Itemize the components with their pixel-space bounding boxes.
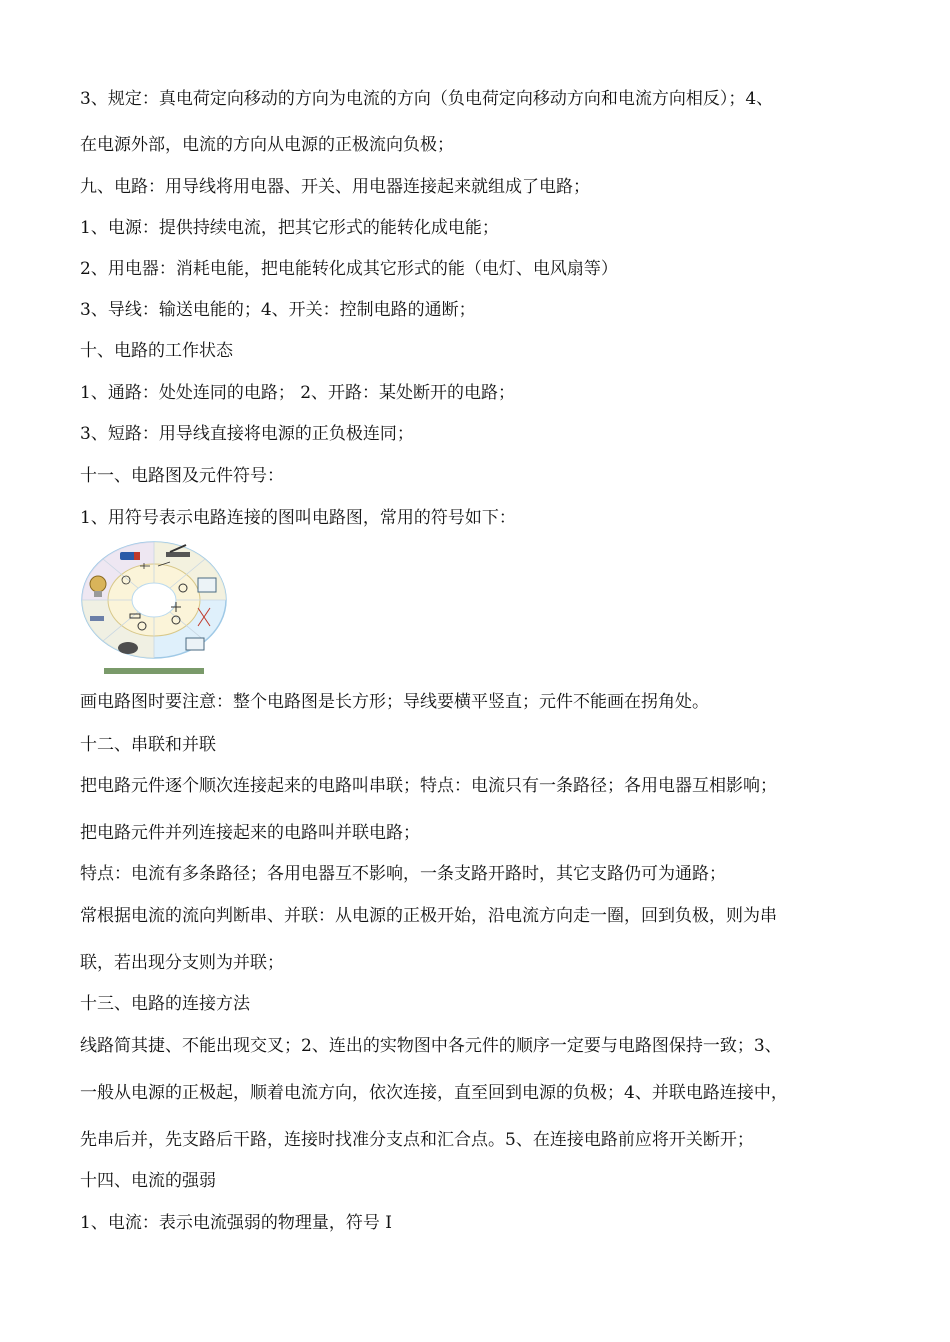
text-line-21: 一般从电源的正极起，顺着电流方向，依次连接，直至回到电源的负极；4、并联电路连接中， bbox=[80, 1083, 788, 1103]
section-heading-9: 九、电路：用导线将用电器、开关、用电器连接起来就组成了电路； bbox=[80, 177, 590, 197]
text-line-18: 联，若出现分支则为并联； bbox=[80, 953, 284, 973]
text-line-16: 特点：电流有多条路径；各用电器互不影响，一条支路开路时，其它支路仍可为通路； bbox=[80, 864, 726, 884]
text-line-12: 画电路图时要注意：整个电路图是长方形；导线要横平竖直；元件不能画在拐角处。 bbox=[80, 692, 709, 712]
text-line-22: 先串后并，先支路后干路，连接时找准分支点和汇合点。5、在连接电路前应将开关断开； bbox=[80, 1130, 754, 1150]
section-heading-12: 十二、串联和并联 bbox=[80, 735, 216, 755]
text-line-8: 1、通路：处处连同的电路； 2、开路：某处断开的电路； bbox=[80, 383, 516, 403]
section-heading-13: 十三、电路的连接方法 bbox=[80, 994, 250, 1014]
text-line-20: 线路简其捷、不能出现交叉；2、连出的实物图中各元件的顺序一定要与电路图保持一致；3、 bbox=[80, 1036, 782, 1056]
text-line-15: 把电路元件并列连接起来的电路叫并联电路； bbox=[80, 823, 420, 843]
text-line-1: 3、规定：真电荷定向移动的方向为电流的方向（负电荷定向移动方向和电流方向相反）；4、 bbox=[80, 89, 774, 109]
section-heading-10: 十、电路的工作状态 bbox=[80, 341, 233, 361]
text-line-14: 把电路元件逐个顺次连接起来的电路叫串联；特点：电流只有一条路径；各用电器互相影响； bbox=[80, 776, 777, 796]
section-heading-14: 十四、电流的强弱 bbox=[80, 1171, 216, 1191]
text-line-4: 1、电源：提供持续电流，把其它形式的能转化成电能； bbox=[80, 218, 499, 238]
battery-icon bbox=[120, 552, 140, 560]
text-line-9: 3、短路：用导线直接将电源的正负极连同； bbox=[80, 424, 414, 444]
text-line-6: 3、导线：输送电能的；4、开关：控制电路的通断； bbox=[80, 300, 476, 320]
text-line-24: 1、电流：表示电流强弱的物理量，符号 I bbox=[80, 1213, 392, 1233]
text-line-11: 1、用符号表示电路连接的图叫电路图，常用的符号如下： bbox=[80, 508, 516, 528]
text-line-17: 常根据电流的流向判断串、并联：从电源的正极开始，沿电流方向走一圈，回到负极，则为串 bbox=[80, 906, 777, 926]
section-heading-11: 十一、电路图及元件符号： bbox=[80, 466, 284, 486]
circuit-symbols-figure bbox=[78, 538, 232, 678]
text-line-2: 在电源外部，电流的方向从电源的正极流向负极； bbox=[80, 135, 454, 155]
text-line-5: 2、用电器：消耗电能，把电能转化成其它形式的能（电灯、电风扇等） bbox=[80, 259, 618, 279]
